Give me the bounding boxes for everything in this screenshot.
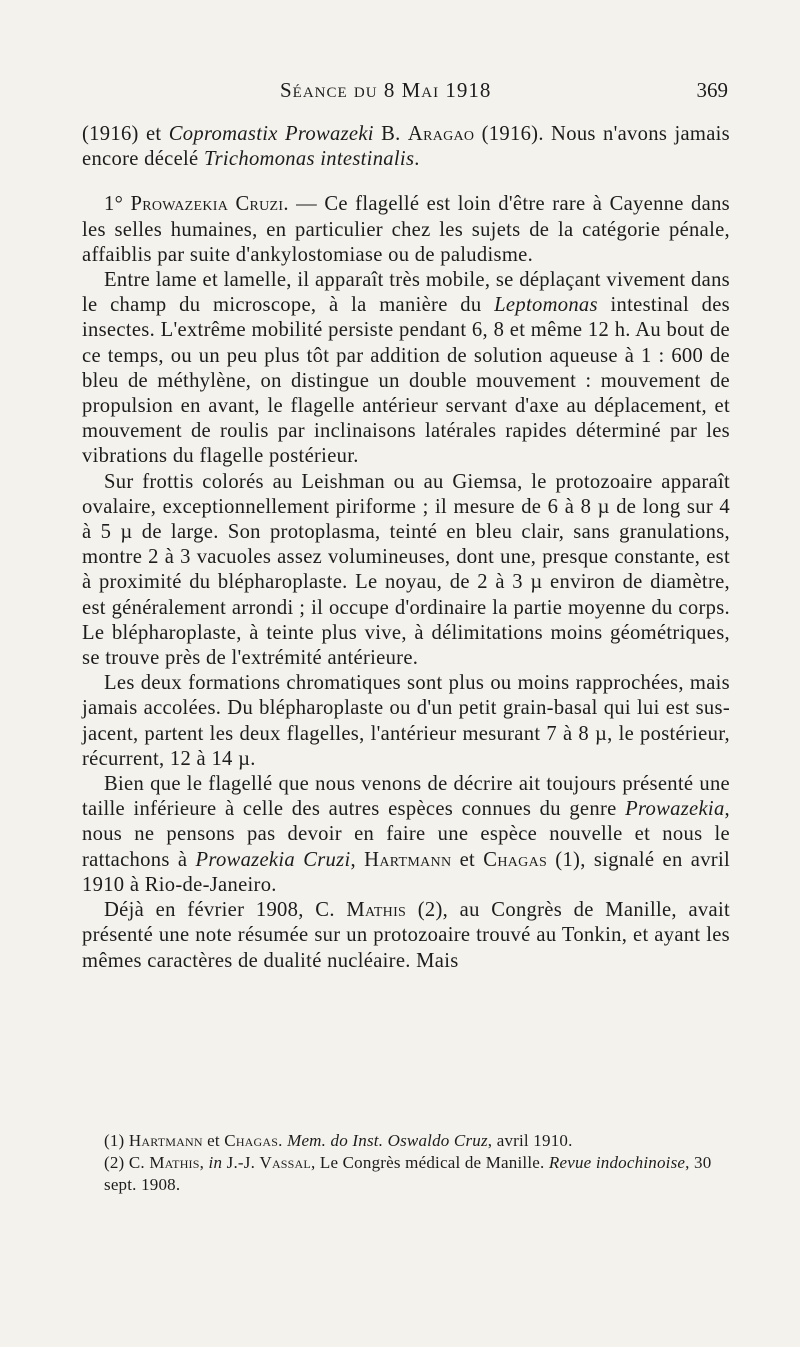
- paragraph-mobility: [82, 268, 730, 470]
- text-run: et: [451, 848, 484, 871]
- text-run: ,: [199, 1153, 209, 1172]
- text-run: intestinal des insectes. L'extrême mobilité persiste pendant 6, 8 et même 12 h. Au bout de ce temps, ou un peu plus tôt par addition de solution aqueuse à 1 : 600 de bleu de méthylène, on distingue un double mouvement : mouvement de propulsion en avant, le flagelle antérieur servant d'axe au déplacement, et mouvement de roulis par inclinaisons latérales rapides déterminé par les vibrations du flagelle postérieur.: [82, 294, 730, 468]
- text-run: ,: [350, 848, 365, 871]
- taxon-name: Leptomonas: [494, 294, 598, 317]
- author-name: Vassal: [259, 1153, 311, 1172]
- author-name: Hartmann: [128, 1131, 203, 1150]
- text-run: Sur frottis colorés au Leishman ou au Giemsa, le protozoaire apparaît ovalaire, exceptionnellement piriforme ; il mesure de 6 à 8 µ de long sur 4 à 5 µ de large. Son protoplasma, teinté en bleu clair, sans granulations, montre 2 à 3 vacuoles assez volumineuses, dont une, presque constante, est à proximité du blépharoplaste. Le noyau, de 2 à 3 µ environ de diamètre, est généralement arrondi ; il occupe d'ordinaire la partie moyenne du corps. Le blépharoplaste, à teinte plus vive, à délimitations moins géométriques, se trouve près de l'extrémité antérieure.: [82, 470, 730, 670]
- taxon-name: Prowazekia: [625, 798, 725, 821]
- paragraph-stained-smears: [82, 470, 730, 672]
- author-name: Mathis: [149, 1153, 200, 1172]
- text-run: .: [414, 148, 420, 171]
- taxon-name: Prowazekia Cruzi: [195, 848, 351, 871]
- page-header: [90, 78, 730, 108]
- paragraph-manille-congress: [82, 898, 730, 974]
- text-run: Les deux formations chromatiques sont plus ou moins rapprochées, mais jamais accolées. Du blépharoplaste ou d'un petit grain-basal qui lui est sus-jacent, partent les deux flagelles, l'antérieur mesurant 7 à 8 µ, le postérieur, récurrent, 12 à 14 µ.: [82, 672, 730, 770]
- text-run: .: [278, 1131, 288, 1150]
- paragraph-continuation: [82, 122, 730, 172]
- text-run: , 30 sept. 1908.: [104, 1153, 712, 1194]
- text-run: (1916) et: [82, 123, 169, 145]
- taxon-name: Trichomonas intestinalis: [203, 148, 415, 171]
- journal-title: Mem. do Inst. Oswaldo Cruz: [287, 1131, 488, 1150]
- paragraph-species-attribution: [82, 772, 730, 898]
- text-run: et: [202, 1131, 225, 1150]
- text-run: 1°: [104, 193, 131, 216]
- text-run: in: [208, 1153, 223, 1172]
- paragraph-chromatic-formations: [82, 671, 730, 772]
- footnotes: [104, 1130, 728, 1196]
- author-name: Mathis: [346, 899, 407, 922]
- paragraph-prowazekia-cruzi: [82, 192, 730, 268]
- text-run: . — Ce flagellé est loin d'être rare à Cayenne dans les selles humaines, en particulier chez les sujets de la catégorie pénale, affaiblis par suite d'ankylostomiase ou de paludisme.: [82, 193, 730, 266]
- text-run: (1), signalé en avril 1910 à Rio-de-Janeiro.: [82, 848, 731, 896]
- page-number: 369: [696, 78, 728, 102]
- text-run: (2) C.: [104, 1153, 150, 1172]
- text-run: B.: [373, 123, 408, 145]
- text-run: (2), au Congrès de Manille, avait présenté une note résumée sur un protozoaire trouvé au Tonkin, et ayant les mêmes caractères de dualité nucléaire. Mais: [82, 899, 730, 972]
- footnote-1: [104, 1130, 728, 1152]
- text-run: Bien que le flagellé que nous venons de décrire ait toujours présenté une taille inférieure à celle des autres espèces connues du genre: [82, 773, 730, 821]
- text-run: Déjà en février 1908, C.: [104, 899, 347, 922]
- text-run: , avril 1910.: [487, 1131, 573, 1150]
- running-title: Séance du 8 Mai 1918: [280, 78, 492, 102]
- footnote-2: [104, 1152, 728, 1196]
- text-run: (1): [104, 1131, 129, 1150]
- text-run: , nous ne pensons pas devoir en faire une espèce nouvelle et nous le rattachons à: [82, 798, 730, 871]
- taxon-name: Copromastix Prowazeki: [168, 123, 374, 145]
- author-name: Aragao: [407, 123, 475, 145]
- text-run: , Le Congrès médical de Manille.: [310, 1153, 549, 1172]
- body-text: [82, 122, 730, 974]
- author-name: Chagas: [224, 1131, 279, 1150]
- text-run: (1916). Nous n'avons jamais encore décelé: [82, 123, 730, 171]
- author-name: Chagas: [483, 848, 548, 871]
- text-run: J.-J.: [222, 1153, 260, 1172]
- text-run: Entre lame et lamelle, il apparaît très mobile, se déplaçant vivement dans le champ du microscope, à la manière du: [82, 269, 730, 317]
- author-name: Hartmann: [364, 848, 452, 871]
- section-heading: Prowazekia Cruzi: [130, 193, 284, 216]
- journal-title: Revue indochinoise: [548, 1153, 686, 1172]
